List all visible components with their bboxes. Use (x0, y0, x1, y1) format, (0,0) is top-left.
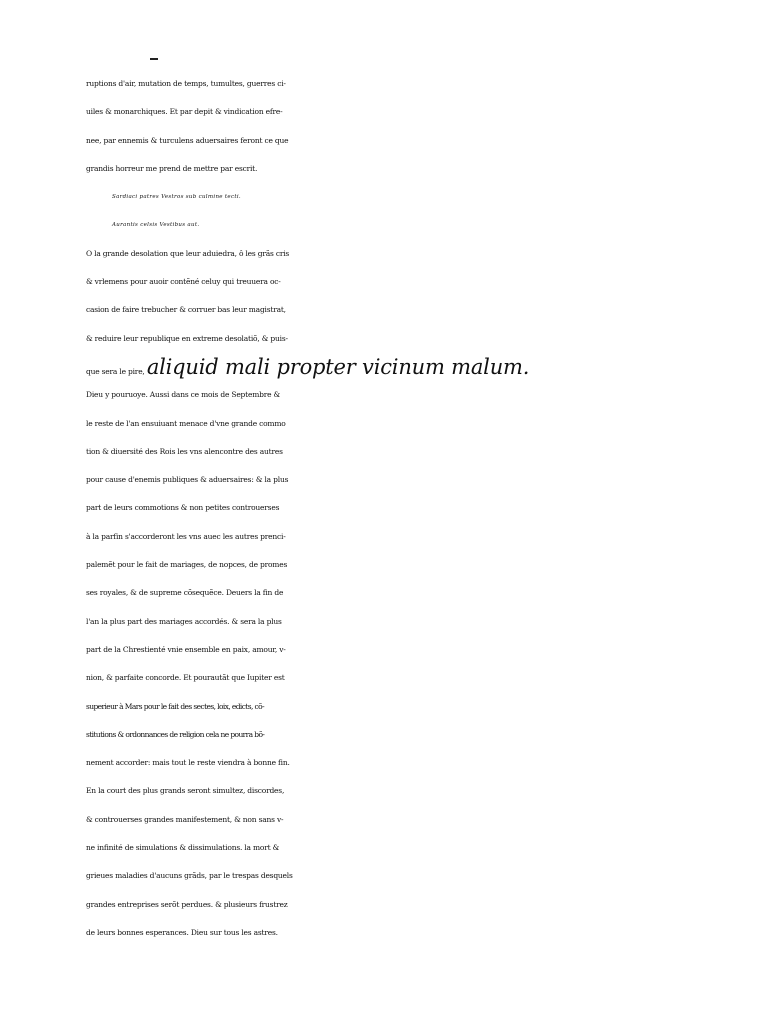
text-line: l'an la plus part des mariages accordés. & sera la plus (86, 616, 282, 626)
text-line: stitutions & ordonnances de religion cela ne pourra bõ- (86, 729, 265, 739)
text-line: de leurs bonnes esperances. Dieu sur tous les astres. (86, 927, 278, 937)
text-line: ruptions d'air, mutation de temps, tumultes, guerres ci- (86, 79, 286, 88)
text-line: casion de faire trebucher & corruer bas leur magistrat, (86, 305, 286, 315)
text-line: grieues maladies d'aucuns grãds, par le trespas desquels (86, 871, 293, 881)
text-line: part de la Chrestienté vnie ensemble en paix, amour, v- (86, 644, 286, 654)
text-line: part de leurs commotions & non petites controuerses (86, 503, 280, 513)
text-line: O la grande desolation que leur aduiedra, ô les grãs cris (86, 248, 290, 258)
text-line: superieur à Mars pour le fait des sectes, loix, edicts, cõ- (86, 701, 265, 711)
text-line: à la parfin s'accorderont les vns auec les autres prenci- (86, 531, 286, 541)
text-line: Dieu y pouruoye. Aussi dans ce mois de Septembre & (86, 390, 281, 400)
text-line: ne infinité de simulations & dissimulations. la mort & (86, 843, 280, 853)
text-line: En la court des plus grands seront simultez, discordes, (86, 786, 285, 796)
text-line: nee, par ennemis & turculens aduersaires feront ce que (86, 135, 289, 145)
text-line: le reste de l'an ensuiuant menace d'vne grande commo (86, 418, 286, 428)
text-line: & controuerses grandes manifestement, & non sans v- (86, 814, 284, 824)
latin-verse-line: Aurantis celsis Vestibus aut. (112, 222, 200, 229)
text-line: nement accorder: mais tout le reste viendra à bonne fin. (86, 758, 290, 768)
latin-verse-line: Sardiaci patres Vestros sub culmine tecti. (112, 194, 241, 201)
text-line: nion, & parfaite concorde. Et pourautãt que Iupiter est (86, 673, 285, 683)
text-line: & vrlemens pour auoir contẽné celuy qui treuuera oc- (86, 277, 281, 287)
text-line: uiles & monarchiques. Et par depit & vindication efre- (86, 107, 283, 117)
text-line: grandes entreprises serõt perdues. & plusieurs frustrez (86, 899, 288, 909)
page-mark (150, 58, 158, 60)
text-segment: que sera le pire, (86, 366, 145, 376)
text-line: & reduire leur republique en extreme desolatiõ, & puis- (86, 333, 288, 343)
text-line-mixed (86, 353, 686, 381)
latin-inline-phrase: aliquid mali propter vicinum malum. (146, 354, 530, 379)
text-line: grandis horreur me prend de mettre par escrit. (86, 163, 258, 173)
text-line: pour cause d'enemis publiques & aduersaires: & la plus (86, 475, 289, 485)
body-text (86, 70, 686, 947)
text-line: palemẽt pour le fait de mariages, de nopces, de promes (86, 560, 288, 570)
text-line: ses royales, & de supreme cõsequẽce. Deuers la fin de (86, 588, 284, 598)
text-line: tion & diuersité des Rois les vns alencontre des autres (86, 446, 283, 456)
